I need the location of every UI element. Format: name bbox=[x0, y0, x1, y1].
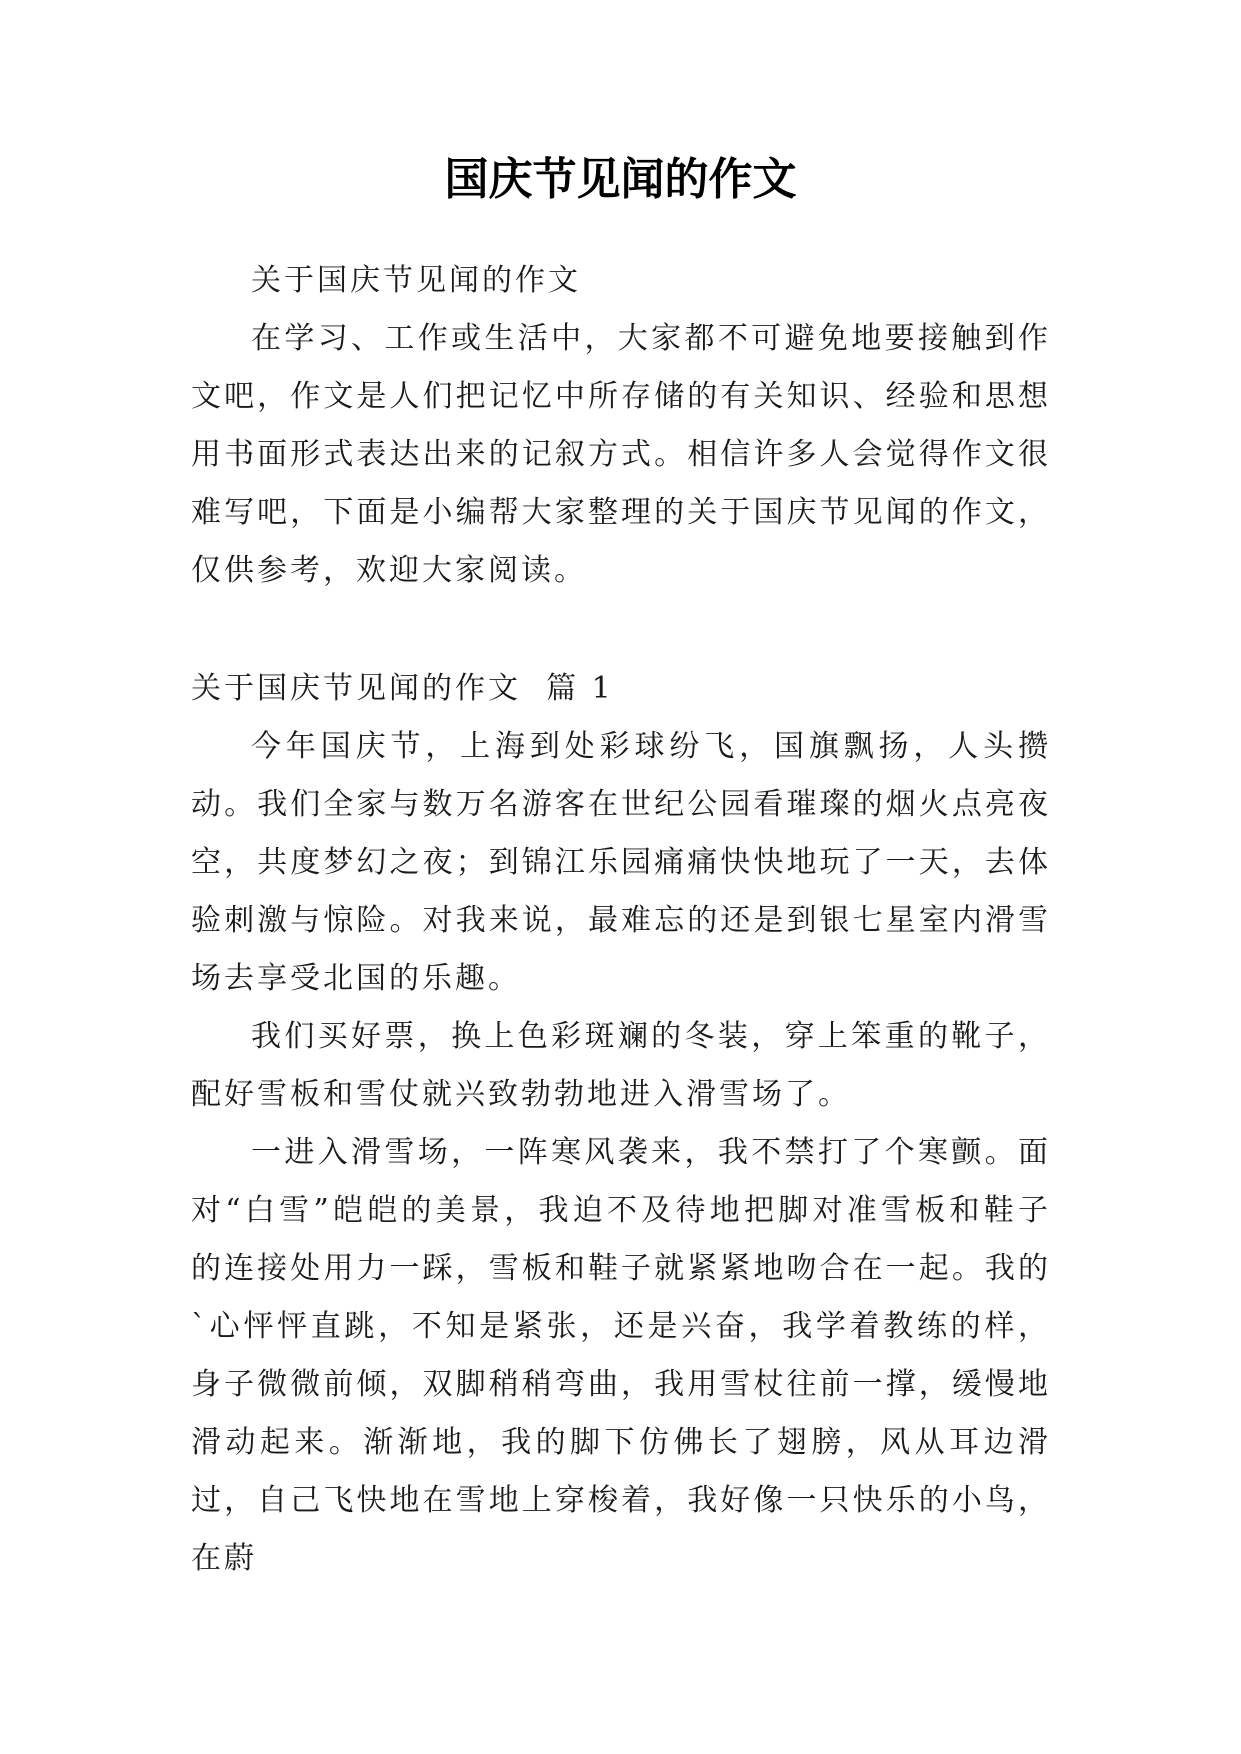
section-gap bbox=[191, 600, 1051, 660]
body-paragraph: 一进入滑雪场，一阵寒风袭来，我不禁打了个寒颤。面对“白雪”皑皑的美景，我迫不及待地把脚对准雪板和鞋子的连接处用力一踩，雪板和鞋子就紧紧地吻合在一起。我的`心怦怦直跳，不知是紧张，还是兴奋，我学着教练的样，身子微微前倾，双脚稍稍弯曲，我用雪杖往前一撑，缓慢地滑动起来。渐渐地，我的脚下仿佛长了翅膀，风从耳边滑过，自己飞快地在雪地上穿梭着，我好像一只快乐的小鸟，在蔚 bbox=[191, 1135, 1051, 1576]
intro-heading: 关于国庆节见闻的作文 bbox=[251, 263, 581, 298]
document-title: 国庆节见闻的作文 bbox=[444, 154, 797, 205]
body-paragraph: 我们买好票，换上色彩斑斓的冬装，穿上笨重的靴子，配好雪板和雪仗就兴致勃勃地进入滑雪场了。 bbox=[191, 1019, 1051, 1112]
body-paragraph: 今年国庆节，上海到处彩球纷飞，国旗飘扬，人头攒动。我们全家与数万名游客在世纪公园看璀璨的烟火点亮夜空，共度梦幻之夜；到锦江乐园痛痛快快地玩了一天，去体验刺激与惊险。对我来说，最难忘的还是到银七星室内滑雪场去享受北国的乐趣。 bbox=[191, 729, 1051, 996]
intro-paragraph: 在学习、工作或生活中，大家都不可避免地要接触到作文吧，作文是人们把记忆中所存储的有关知识、经验和思想用书面形式表达出来的记叙方式。相信许多人会觉得作文很难写吧，下面是小编帮大家整理的关于国庆节见闻的作文，仅供参考，欢迎大家阅读。 bbox=[191, 321, 1051, 588]
document-body bbox=[191, 252, 1051, 1588]
section-heading: 关于国庆节见闻的作文 篇 1 bbox=[191, 671, 614, 706]
